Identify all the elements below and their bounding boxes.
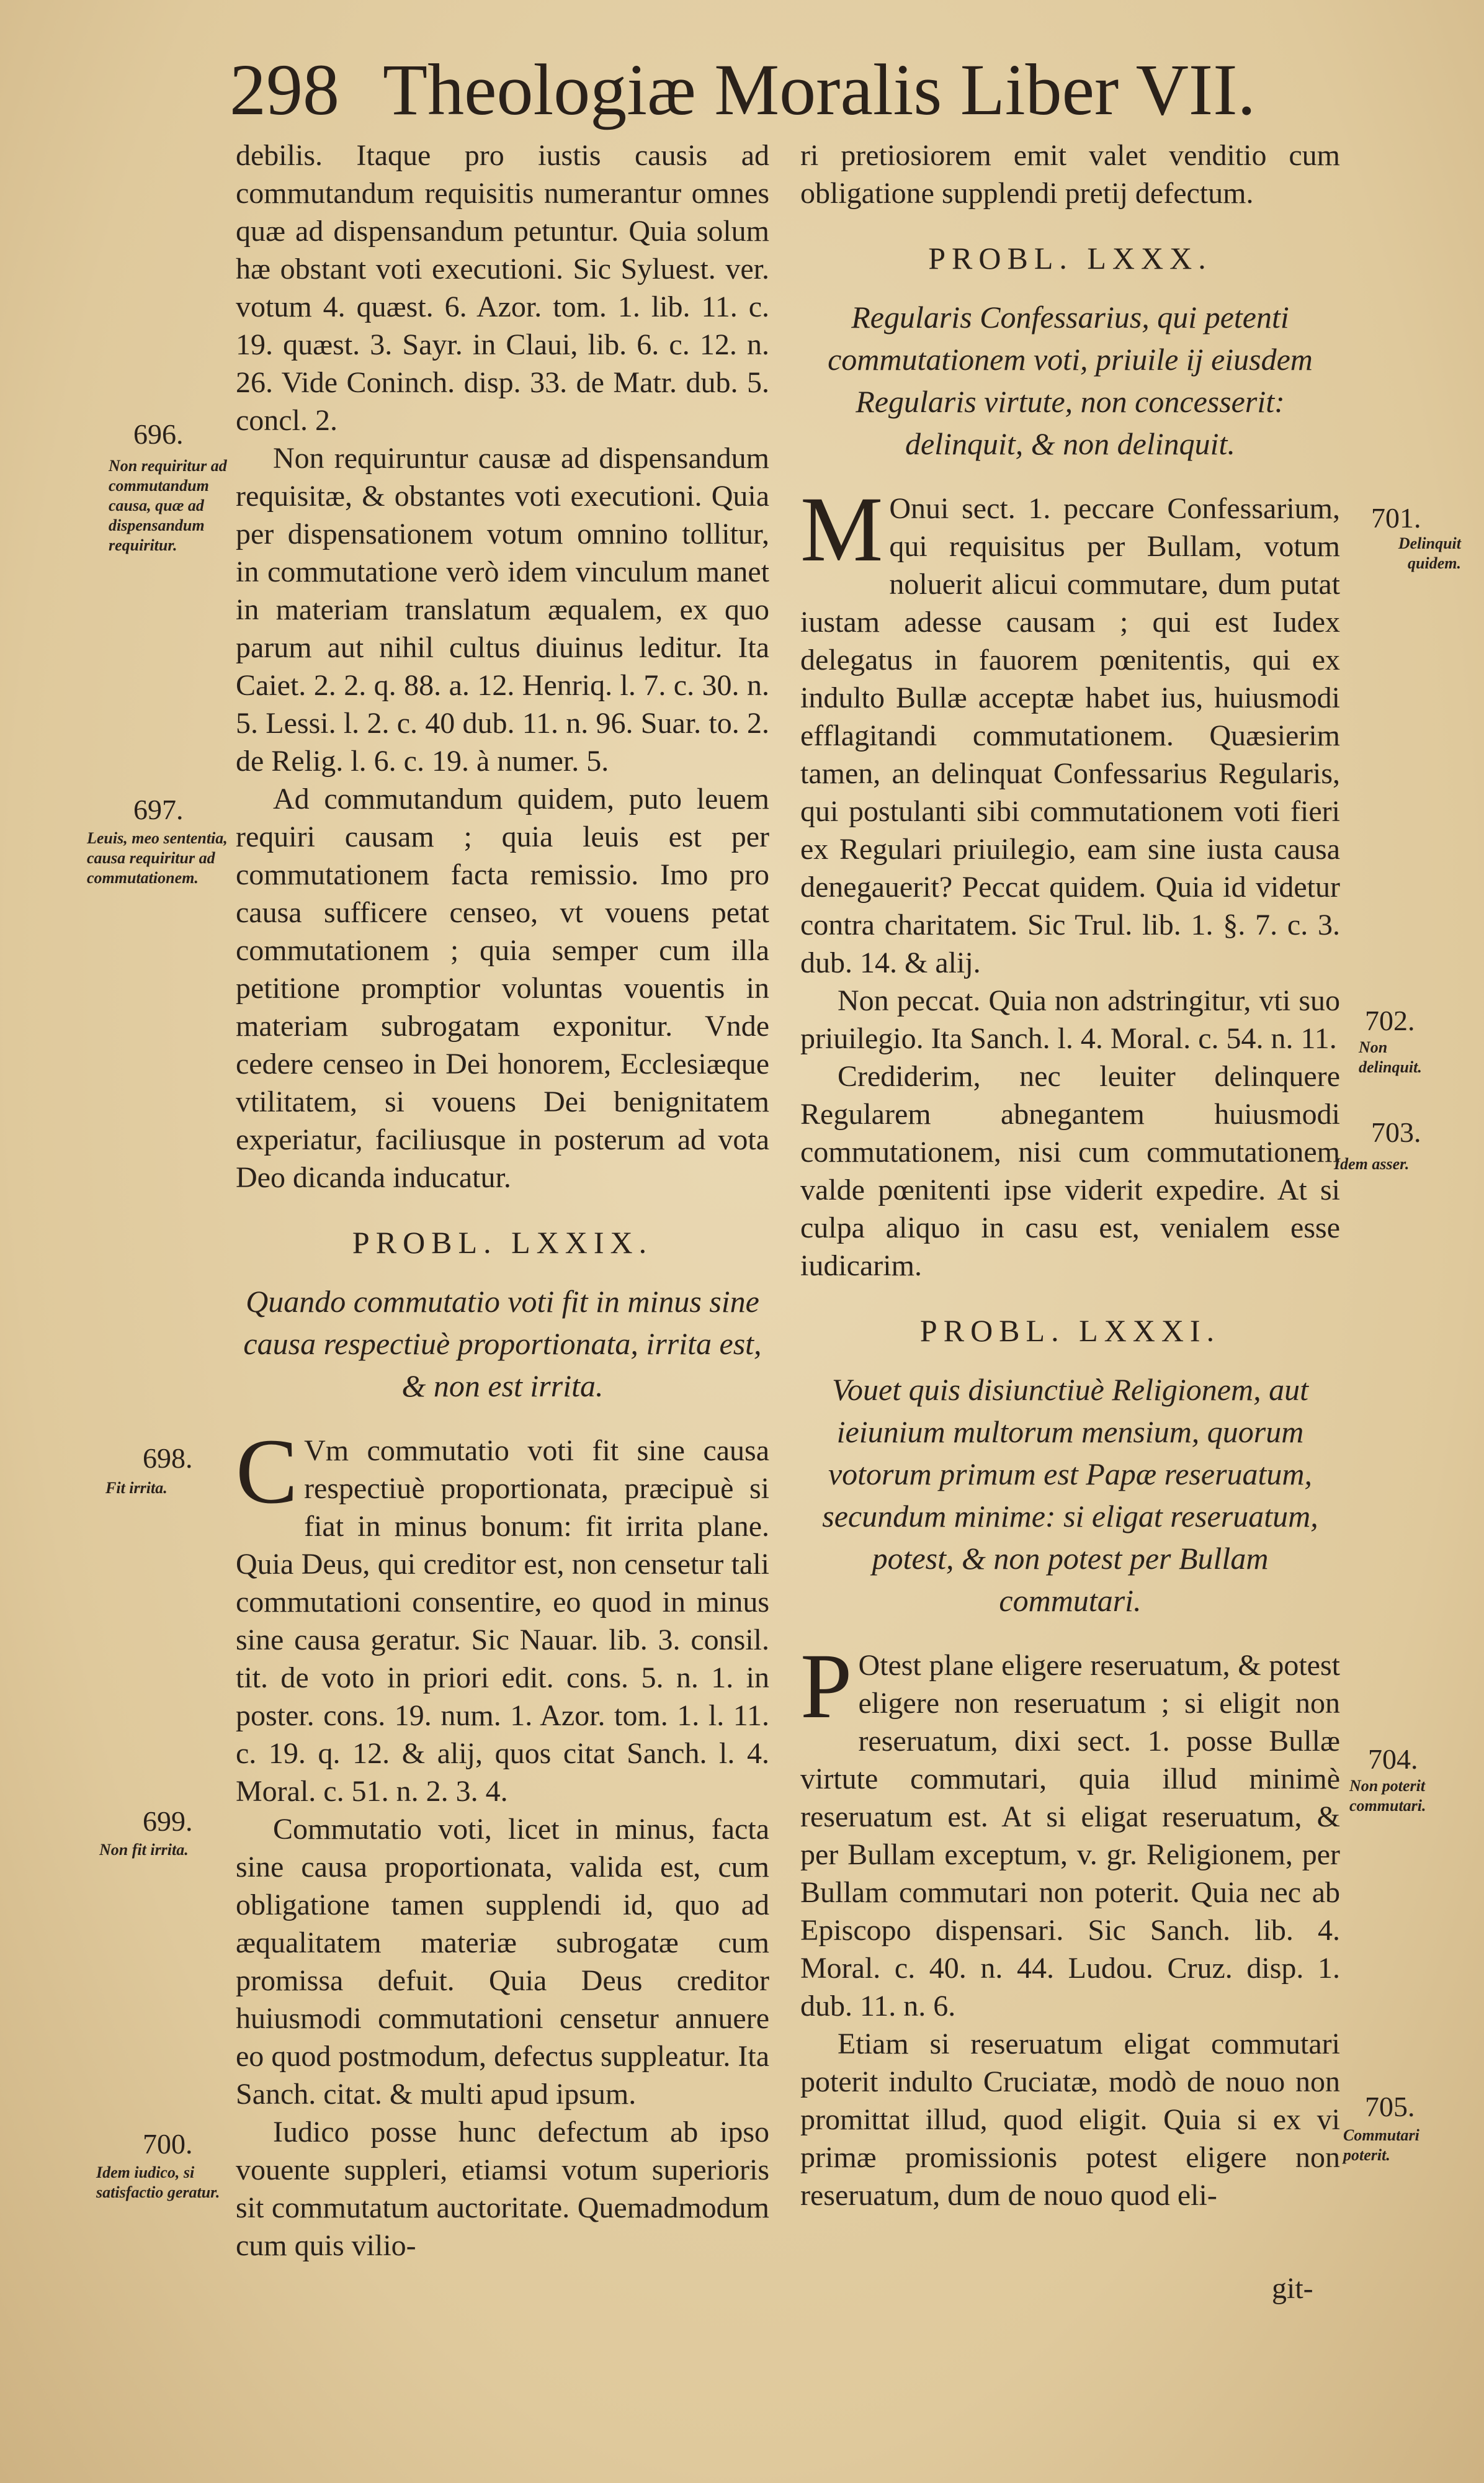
margin-number: 703. [1371,1116,1421,1148]
margin-number: 705. [1365,2091,1415,2122]
paragraph [800,478,1340,982]
margin-number: 704. [1368,1743,1418,1775]
margin-note: Leuis, meo sententia, causa requiritur ad commutationem. [87,829,228,887]
left-column [236,137,769,2265]
problem-summary: Regularis Confessarius, qui petenti commutationem voti, priuile ij eiusdem Regularis virtute, non concesserit: delinquit, & non delinquit. [828,300,1313,461]
problem-summary: Vouet quis disiunctiuè Religionem, aut ieiunium multorum mensium, quorum votorum primum est Papæ reseruatum, secundum minime: si eligat reseruatum, potest, & non potest per Bullam commutari. [822,1372,1318,1618]
paragraph: ri pretiosiorem emit valet venditio cum obligatione supplendi pretij defectum. [800,139,1340,210]
paragraph: Etiam si reseruatum eligat commutari poterit indulto Cruciatæ, modò de nouo non promittat illud, quod eligit. Quia si ex vi primæ promissionis potest eligere non reseruatum, dum de nouo quod eli- [800,2027,1340,2212]
margin-number: 702. [1365,1005,1415,1036]
catchword: git- [1272,2272,1313,2305]
margin-number: 701. [1371,502,1421,534]
paragraph: debilis. Itaque pro iustis causis ad commutandum requisitis numerantur omnes quæ ad dispensandum petuntur. Quia solum hæ obstant voti executioni. Sic Syluest. ver. votum 4. quæst. 6. Azor. tom. 1. lib. 11. c. 19. quæst. 3. Sayr. in Claui, lib. 6. c. 12. n. 26. Vide Coninch. disp. 33. de Matr. dub. 5. concl. 2. [236,139,769,437]
margin-note: Idem asser. [1334,1155,1410,1173]
drop-cap: P [800,1635,852,1738]
margin-number: 698. [143,1442,193,1474]
paragraph: Non requiruntur causæ ad dispensandum requisitæ, & obstantes voti executioni. Quia per dispensationem votum omnino tollitur, in commutatione verò idem vinculum manet in materiam translatum æqualem, ex quo parum aut nihil cultus diuinus leditur. Ita Caiet. 2. 2. q. 88. a. 12. Henriq. l. 7. c. 30. n. 5. Lessi. l. 2. c. 40 dub. 11. n. 96. Suar. to. 2. de Relig. l. 6. c. 19. à numer. 5. [236,442,769,778]
paragraph: Iudico posse hunc defectum ab ipso vouente suppleri, etiamsi votum superioris sit commutatum auctoritate. Quemadmodum cum quis vilio- [236,2116,769,2262]
paragraph-text: Onui sect. 1. peccare Confessarium, qui requisitus per Bullam, votum noluerit alicui commutare, dum putat iustam adesse causam ; qui est Iudex delegatus in fauorem pœnitentis, qui ex indulto Bullæ acceptæ habet ius, huiusmodi efflagitandi commutationem. Quæsierim tamen, an delinquat Confessarius Regularis, qui postulanti sibi commutationem voti fieri ex Regulari priuilegio, eam sine iusta causa denegauerit? Peccat quidem. Quia id videtur contra charitatem. Sic Trul. lib. 1. §. 7. c. 3. dub. 14. & alij. [800,492,1340,979]
margin-note: Non fit irrita. [99,1841,189,1859]
margin-note: Non requiritur ad commutandum causa, quæ ad dispensandum requiritur. [109,457,227,554]
drop-cap: C [236,1420,298,1523]
paragraph-text: Otest plane eligere reseruatum, & potest eligere non reseruatum ; si eligit non reseruatum, dixi sect. 1. posse Bullæ virtute commutari, quia illud minimè reseruatum est. At si eligat reseruatum, & per Bullam exceptum, v. gr. Religionem, per Bullam commutari non poterit. Quia nec ab Episcopo dispensari. Sic Sanch. lib. 4. Moral. c. 40. n. 44. Ludou. Cruz. disp. 1. dub. 11. n. 6. [800,1649,1340,2023]
margin-note: Non delinquit. [1359,1038,1422,1076]
running-header [230,50,1346,130]
margin-note: Non poterit commutari. [1349,1777,1426,1815]
paragraph: Crediderim, nec leuiter delinquere Regularem abnegantem huiusmodi commutationem, nisi cum commutationem valde pœnitenti ipse viderit expedire. At si culpa aliquo in casu est, venialem esse iudicarim. [800,1060,1340,1282]
margin-number: 700. [143,2128,193,2160]
right-column [800,137,1340,2214]
paragraph [236,1420,769,1810]
paragraph [800,1635,1340,2025]
margin-note: Idem iudico, si satisfactio geratur. [96,2163,220,2201]
running-title: Theologiæ Moralis Liber VII. [383,49,1256,130]
problem-heading: PROBL. LXXIX. [352,1225,653,1260]
margin-number: 696. [133,418,184,450]
drop-cap: M [800,478,883,581]
margin-number: 699. [143,1805,193,1837]
problem-heading: PROBL. LXXXI. [919,1313,1221,1348]
paragraph: Commutatio voti, licet in minus, facta sine causa proportionata, valida est, cum obligatione tamen supplendi id, quo ad æqualitatem materiæ subrogatæ cum promissa defuit. Quia Deus creditor huiusmodi commutationi censetur annuere eo quod postmodum, defectus suppleatur. Ita Sanch. citat. & multi apud ipsum. [236,1813,769,2111]
margin-note: Delinquit quidem. [1398,534,1461,572]
margin-number: 697. [133,794,184,825]
problem-heading: PROBL. LXXX. [928,241,1212,276]
paragraph: Ad commutandum quidem, puto leuem requiri causam ; quia leuis est per commutationem facta remissio. Imo pro causa sufficere censeo, vt vouens petat commutationem ; quia semper cum illa petitione promptior voluntas vouentis in materiam subrogatam exponitur. Vnde cedere censeo in Dei honorem, Ecclesiæque vtilitatem, si vouens Dei benignitatem experiatur, faciliusque in posterum ad vota Deo dicanda inducatur. [236,783,769,1194]
margin-note: Fit irrita. [105,1479,168,1497]
page-number: 298 [230,49,339,130]
problem-summary: Quando commutatio voti fit in minus sine causa respectiuè proportionata, irrita est, & non est irrita. [243,1284,762,1403]
margin-note: Commutari poterit. [1343,2126,1419,2164]
paragraph: Non peccat. Quia non adstringitur, vti suo priuilegio. Ita Sanch. l. 4. Moral. c. 54. n. 11. [800,984,1340,1055]
paragraph-text: Vm commutatio voti fit sine causa respectiuè proportionata, præcipuè si fiat in minus bonum: fit irrita plane. Quia Deus, qui creditor est, non censetur tali commutationi consentire, eo quod in minus sine causa geratur. Sic Nauar. lib. 3. consil. tit. de voto in priori edit. cons. 5. n. 1. in poster. cons. 19. num. 1. Azor. tom. 1. l. 11. c. 19. q. 12. & alij, quos citat Sanch. l. 4. Moral. c. 51. n. 2. 3. 4. [236,1434,769,1808]
